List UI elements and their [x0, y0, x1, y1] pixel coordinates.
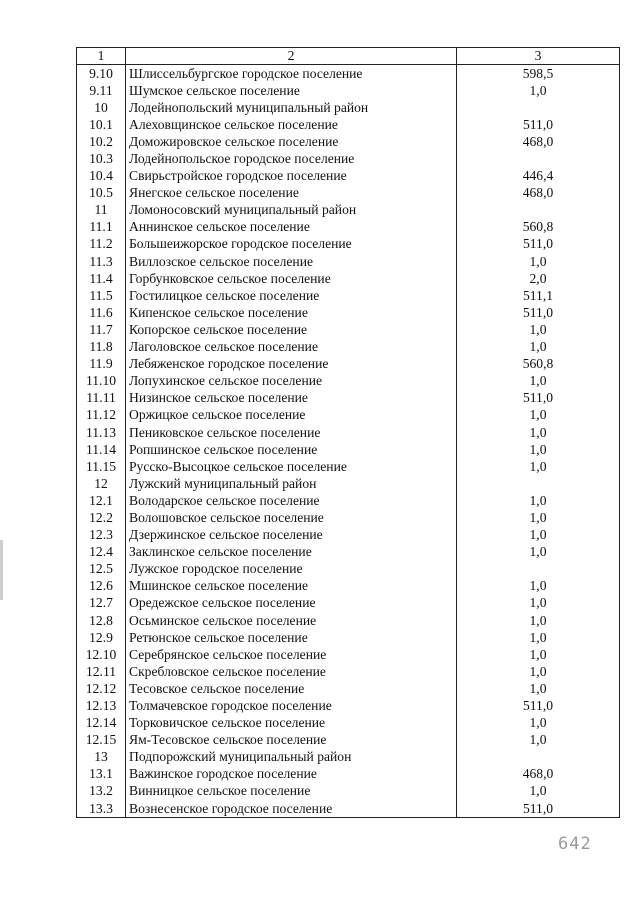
- table-row: [77, 492, 620, 509]
- row-name-cell: Оредежское сельское поселение: [126, 595, 457, 612]
- row-value-cell: [457, 99, 620, 116]
- row-value-cell: 1,0: [457, 612, 620, 629]
- row-name-cell: Низинское сельское поселение: [126, 390, 457, 407]
- row-value-cell: 468,0: [457, 133, 620, 150]
- page-number: 642: [558, 834, 592, 854]
- row-value-cell: 1,0: [457, 578, 620, 595]
- table-row: [77, 253, 620, 270]
- table-row: [77, 236, 620, 253]
- row-name-cell: Лужский муниципальный район: [126, 475, 457, 492]
- row-name-cell: Шлиссельбургское городское поселение: [126, 65, 457, 83]
- table-row: [77, 287, 620, 304]
- row-value-cell: 598,5: [457, 65, 620, 83]
- row-value-cell: 1,0: [457, 509, 620, 526]
- table-row: [77, 544, 620, 561]
- table-row: [77, 82, 620, 99]
- row-value-cell: 1,0: [457, 663, 620, 680]
- row-name-cell: Заклинское сельское поселение: [126, 544, 457, 561]
- row-name-cell: Доможировское сельское поселение: [126, 133, 457, 150]
- row-number-cell: 9.11: [77, 82, 126, 99]
- table-row: [77, 219, 620, 236]
- row-number-cell: 11.13: [77, 424, 126, 441]
- row-value-cell: 1,0: [457, 783, 620, 800]
- row-number-cell: 12.6: [77, 578, 126, 595]
- table-row: [77, 578, 620, 595]
- row-name-cell: Мшинское сельское поселение: [126, 578, 457, 595]
- table-row: [77, 458, 620, 475]
- row-value-cell: 1,0: [457, 253, 620, 270]
- row-name-cell: Оржицкое сельское поселение: [126, 407, 457, 424]
- row-value-cell: 1,0: [457, 458, 620, 475]
- row-name-cell: Вознесенское городское поселение: [126, 800, 457, 818]
- row-number-cell: 10.5: [77, 185, 126, 202]
- row-name-cell: Толмачевское городское поселение: [126, 697, 457, 714]
- table-row: [77, 680, 620, 697]
- row-value-cell: 511,0: [457, 800, 620, 818]
- table-body: [77, 65, 620, 818]
- header-col-3: 3: [457, 48, 620, 65]
- row-value-cell: 1,0: [457, 595, 620, 612]
- table-row: [77, 99, 620, 116]
- row-number-cell: 11.7: [77, 321, 126, 338]
- row-value-cell: 560,8: [457, 356, 620, 373]
- row-number-cell: 12.9: [77, 629, 126, 646]
- table-header: [77, 48, 620, 65]
- row-name-cell: Кипенское сельское поселение: [126, 304, 457, 321]
- row-number-cell: 10.4: [77, 168, 126, 185]
- row-number-cell: 13.1: [77, 766, 126, 783]
- table-row: [77, 116, 620, 133]
- table-row: [77, 202, 620, 219]
- row-value-cell: 1,0: [457, 646, 620, 663]
- table-row: [77, 407, 620, 424]
- row-name-cell: Большеижорское городское поселение: [126, 236, 457, 253]
- table-row: [77, 321, 620, 338]
- row-name-cell: Лаголовское сельское поселение: [126, 339, 457, 356]
- row-name-cell: Янегское сельское поселение: [126, 185, 457, 202]
- row-value-cell: 1,0: [457, 321, 620, 338]
- table-row: [77, 133, 620, 150]
- row-name-cell: Ям-Тесовское сельское поселение: [126, 732, 457, 749]
- row-name-cell: Торковичское сельское поселение: [126, 715, 457, 732]
- row-number-cell: 12.15: [77, 732, 126, 749]
- row-name-cell: Важинское городское поселение: [126, 766, 457, 783]
- row-value-cell: 511,0: [457, 116, 620, 133]
- row-value-cell: 1,0: [457, 629, 620, 646]
- table-row: [77, 475, 620, 492]
- row-value-cell: 1,0: [457, 732, 620, 749]
- table-row: [77, 304, 620, 321]
- row-value-cell: [457, 561, 620, 578]
- table-row: [77, 766, 620, 783]
- row-name-cell: Лебяженское городское поселение: [126, 356, 457, 373]
- table-row: [77, 373, 620, 390]
- row-value-cell: [457, 150, 620, 167]
- row-name-cell: Шумское сельское поселение: [126, 82, 457, 99]
- row-number-cell: 11.15: [77, 458, 126, 475]
- table-row: [77, 663, 620, 680]
- row-number-cell: 11.2: [77, 236, 126, 253]
- row-value-cell: 468,0: [457, 185, 620, 202]
- table-row: [77, 800, 620, 818]
- row-number-cell: 12.12: [77, 680, 126, 697]
- row-number-cell: 12.10: [77, 646, 126, 663]
- table-row: [77, 629, 620, 646]
- table-row: [77, 356, 620, 373]
- table-row: [77, 441, 620, 458]
- row-value-cell: 1,0: [457, 424, 620, 441]
- row-number-cell: 12: [77, 475, 126, 492]
- row-name-cell: Волошовское сельское поселение: [126, 509, 457, 526]
- table-row: [77, 168, 620, 185]
- table-row: [77, 561, 620, 578]
- row-value-cell: 1,0: [457, 527, 620, 544]
- table-row: [77, 732, 620, 749]
- row-name-cell: Аннинское сельское поселение: [126, 219, 457, 236]
- row-name-cell: Гостилицкое сельское поселение: [126, 287, 457, 304]
- row-name-cell: Свирьстройское городское поселение: [126, 168, 457, 185]
- row-number-cell: 11.12: [77, 407, 126, 424]
- row-number-cell: 11.1: [77, 219, 126, 236]
- row-value-cell: 1,0: [457, 715, 620, 732]
- row-value-cell: 1,0: [457, 544, 620, 561]
- row-value-cell: 446,4: [457, 168, 620, 185]
- row-number-cell: 12.8: [77, 612, 126, 629]
- row-number-cell: 10.2: [77, 133, 126, 150]
- row-name-cell: Пениковское сельское поселение: [126, 424, 457, 441]
- row-number-cell: 12.1: [77, 492, 126, 509]
- row-number-cell: 12.4: [77, 544, 126, 561]
- table-row: [77, 150, 620, 167]
- row-number-cell: 11.4: [77, 270, 126, 287]
- table-row: [77, 646, 620, 663]
- row-name-cell: Горбунковское сельское поселение: [126, 270, 457, 287]
- table-row: [77, 339, 620, 356]
- row-number-cell: 13: [77, 749, 126, 766]
- table-row: [77, 390, 620, 407]
- row-number-cell: 13.2: [77, 783, 126, 800]
- row-number-cell: 12.2: [77, 509, 126, 526]
- row-number-cell: 11.3: [77, 253, 126, 270]
- row-value-cell: 511,0: [457, 697, 620, 714]
- row-value-cell: 511,0: [457, 304, 620, 321]
- row-name-cell: Лодейнопольский муниципальный район: [126, 99, 457, 116]
- row-number-cell: 9.10: [77, 65, 126, 83]
- row-number-cell: 11.5: [77, 287, 126, 304]
- scan-edge-mark: [0, 540, 3, 600]
- row-name-cell: Серебрянское сельское поселение: [126, 646, 457, 663]
- table-row: [77, 270, 620, 287]
- row-number-cell: 10.1: [77, 116, 126, 133]
- row-value-cell: 468,0: [457, 766, 620, 783]
- row-name-cell: Русско-Высоцкое сельское поселение: [126, 458, 457, 475]
- row-number-cell: 12.14: [77, 715, 126, 732]
- row-number-cell: 12.11: [77, 663, 126, 680]
- row-name-cell: Виллозское сельское поселение: [126, 253, 457, 270]
- header-row: [77, 48, 620, 65]
- row-value-cell: 1,0: [457, 373, 620, 390]
- header-col-2: 2: [126, 48, 457, 65]
- row-value-cell: 2,0: [457, 270, 620, 287]
- row-value-cell: 1,0: [457, 680, 620, 697]
- row-value-cell: 1,0: [457, 407, 620, 424]
- row-number-cell: 10.3: [77, 150, 126, 167]
- row-name-cell: Ропшинское сельское поселение: [126, 441, 457, 458]
- row-value-cell: 511,1: [457, 287, 620, 304]
- row-value-cell: 560,8: [457, 219, 620, 236]
- row-number-cell: 11: [77, 202, 126, 219]
- table-row: [77, 65, 620, 83]
- row-name-cell: Дзержинское сельское поселение: [126, 527, 457, 544]
- row-number-cell: 10: [77, 99, 126, 116]
- table-row: [77, 697, 620, 714]
- row-value-cell: 511,0: [457, 390, 620, 407]
- row-name-cell: Винницкое сельское поселение: [126, 783, 457, 800]
- row-name-cell: Ломоносовский муниципальный район: [126, 202, 457, 219]
- row-value-cell: 511,0: [457, 236, 620, 253]
- row-number-cell: 11.14: [77, 441, 126, 458]
- row-name-cell: Ретюнское сельское поселение: [126, 629, 457, 646]
- row-number-cell: 12.3: [77, 527, 126, 544]
- row-name-cell: Лодейнопольское городское поселение: [126, 150, 457, 167]
- row-name-cell: Лужское городское поселение: [126, 561, 457, 578]
- row-value-cell: 1,0: [457, 82, 620, 99]
- row-value-cell: 1,0: [457, 492, 620, 509]
- row-number-cell: 11.11: [77, 390, 126, 407]
- table-row: [77, 715, 620, 732]
- row-number-cell: 11.6: [77, 304, 126, 321]
- row-name-cell: Володарское сельское поселение: [126, 492, 457, 509]
- row-number-cell: 12.13: [77, 697, 126, 714]
- table-row: [77, 612, 620, 629]
- header-col-1: 1: [77, 48, 126, 65]
- table-row: [77, 185, 620, 202]
- row-number-cell: 11.9: [77, 356, 126, 373]
- row-name-cell: Подпорожский муниципальный район: [126, 749, 457, 766]
- row-value-cell: 1,0: [457, 441, 620, 458]
- row-name-cell: Алеховщинское сельское поселение: [126, 116, 457, 133]
- row-number-cell: 12.5: [77, 561, 126, 578]
- table-row: [77, 527, 620, 544]
- table-row: [77, 749, 620, 766]
- table-row: [77, 509, 620, 526]
- row-number-cell: 11.8: [77, 339, 126, 356]
- row-name-cell: Копорское сельское поселение: [126, 321, 457, 338]
- table-row: [77, 424, 620, 441]
- row-number-cell: 12.7: [77, 595, 126, 612]
- row-number-cell: 11.10: [77, 373, 126, 390]
- table-row: [77, 595, 620, 612]
- row-value-cell: [457, 475, 620, 492]
- row-name-cell: Осьминское сельское поселение: [126, 612, 457, 629]
- data-table: [76, 47, 620, 818]
- row-value-cell: [457, 749, 620, 766]
- row-name-cell: Лопухинское сельское поселение: [126, 373, 457, 390]
- row-number-cell: 13.3: [77, 800, 126, 818]
- row-value-cell: 1,0: [457, 339, 620, 356]
- row-value-cell: [457, 202, 620, 219]
- row-name-cell: Тесовское сельское поселение: [126, 680, 457, 697]
- row-name-cell: Скребловское сельское поселение: [126, 663, 457, 680]
- table-row: [77, 783, 620, 800]
